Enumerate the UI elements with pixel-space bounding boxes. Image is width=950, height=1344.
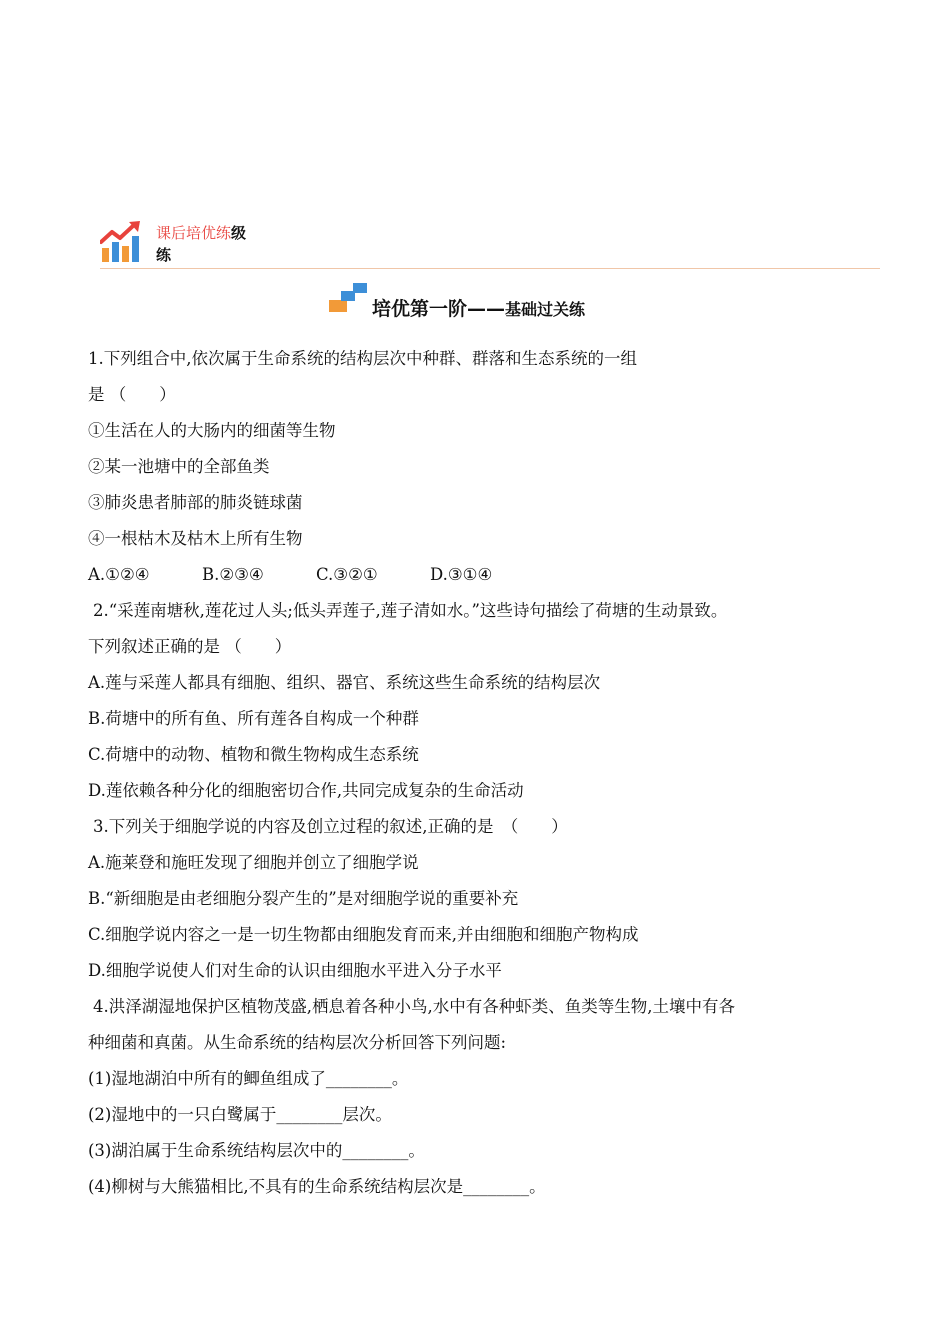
- section-title: [372, 294, 585, 321]
- q1-option-b: B.②③④: [202, 565, 264, 584]
- q1-option-c: C.③②①: [316, 565, 378, 584]
- steps-icon: [327, 282, 369, 314]
- q4-part-4: (4)柳树与大熊猫相比,不具有的生命系统结构层次是________。: [88, 1177, 546, 1196]
- q2-stem-line2: 下列叙述正确的是 （ ）: [88, 637, 292, 656]
- question-list: [88, 341, 878, 1205]
- q1-item-2: ②某一池塘中的全部鱼类: [88, 457, 270, 476]
- q1-options: [88, 557, 878, 593]
- q1-item-3: ③肺炎患者肺部的肺炎链球菌: [88, 493, 303, 512]
- q3-option-b: B.“新细胞是由老细胞分裂产生的”是对细胞学说的重要补充: [88, 889, 519, 908]
- q2-option-a: A.莲与采莲人都具有细胞、组织、器官、系统这些生命系统的结构层次: [88, 673, 601, 692]
- section-heading: [0, 282, 950, 322]
- q4-part-3: (3)湖泊属于生命系统结构层次中的________。: [88, 1141, 425, 1160]
- q2-option-c: C.荷塘中的动物、植物和微生物构成生态系统: [88, 745, 419, 764]
- q2-stem-line1: 2.“采莲南塘秋,莲花过人头;低头弄莲子,莲子清如水。”这些诗句描绘了荷塘的生动景致。: [93, 601, 728, 620]
- q3-option-c: C.细胞学说内容之一是一切生物都由细胞发育而来,并由细胞和细胞产物构成: [88, 925, 639, 944]
- page-header: [100, 218, 880, 269]
- q1-stem-line1: 1.下列组合中,依次属于生命系统的结构层次中种群、群落和生态系统的一组: [88, 349, 637, 368]
- q1-option-d: D.③①④: [430, 565, 493, 584]
- q4-part-1: (1)湿地湖泊中所有的鲫鱼组成了________。: [88, 1069, 409, 1088]
- q2-option-b: B.荷塘中的所有鱼、所有莲各自构成一个种群: [88, 709, 419, 728]
- header-title-dark: 级: [231, 224, 247, 242]
- q2-option-d: D.莲依赖各种分化的细胞密切合作,共同完成复杂的生命活动: [88, 781, 524, 800]
- section-title-dash: ——: [467, 298, 506, 320]
- q3-option-d: D.细胞学说使人们对生命的认识由细胞水平进入分子水平: [88, 961, 502, 980]
- q1-item-4: ④一根枯木及枯木上所有生物: [88, 529, 303, 548]
- header-title-red: 课后培优练: [156, 224, 232, 242]
- q1-item-1: ①生活在人的大肠内的细菌等生物: [88, 421, 336, 440]
- q3-option-a: A.施莱登和施旺发现了细胞并创立了细胞学说: [88, 853, 419, 872]
- header-title-line2: 练: [156, 246, 172, 264]
- q1-option-a: A.①②④: [88, 565, 150, 584]
- header-title: [156, 222, 246, 266]
- section-title-main: 培优第一阶: [372, 298, 468, 320]
- section-title-sub: 基础过关练: [505, 300, 586, 319]
- growth-chart-icon: [100, 220, 144, 264]
- q4-part-2: (2)湿地中的一只白鹭属于________层次。: [88, 1105, 392, 1124]
- q3-stem: 3.下列关于细胞学说的内容及创立过程的叙述,正确的是 （ ）: [93, 817, 568, 836]
- q4-stem-line1: 4.洪泽湖湿地保护区植物茂盛,栖息着各种小鸟,水中有各种虾类、鱼类等生物,土壤中有各: [93, 997, 735, 1016]
- q1-stem-line2: 是 （ ）: [88, 385, 176, 404]
- q4-stem-line2: 种细菌和真菌。从生命系统的结构层次分析回答下列问题:: [88, 1033, 507, 1052]
